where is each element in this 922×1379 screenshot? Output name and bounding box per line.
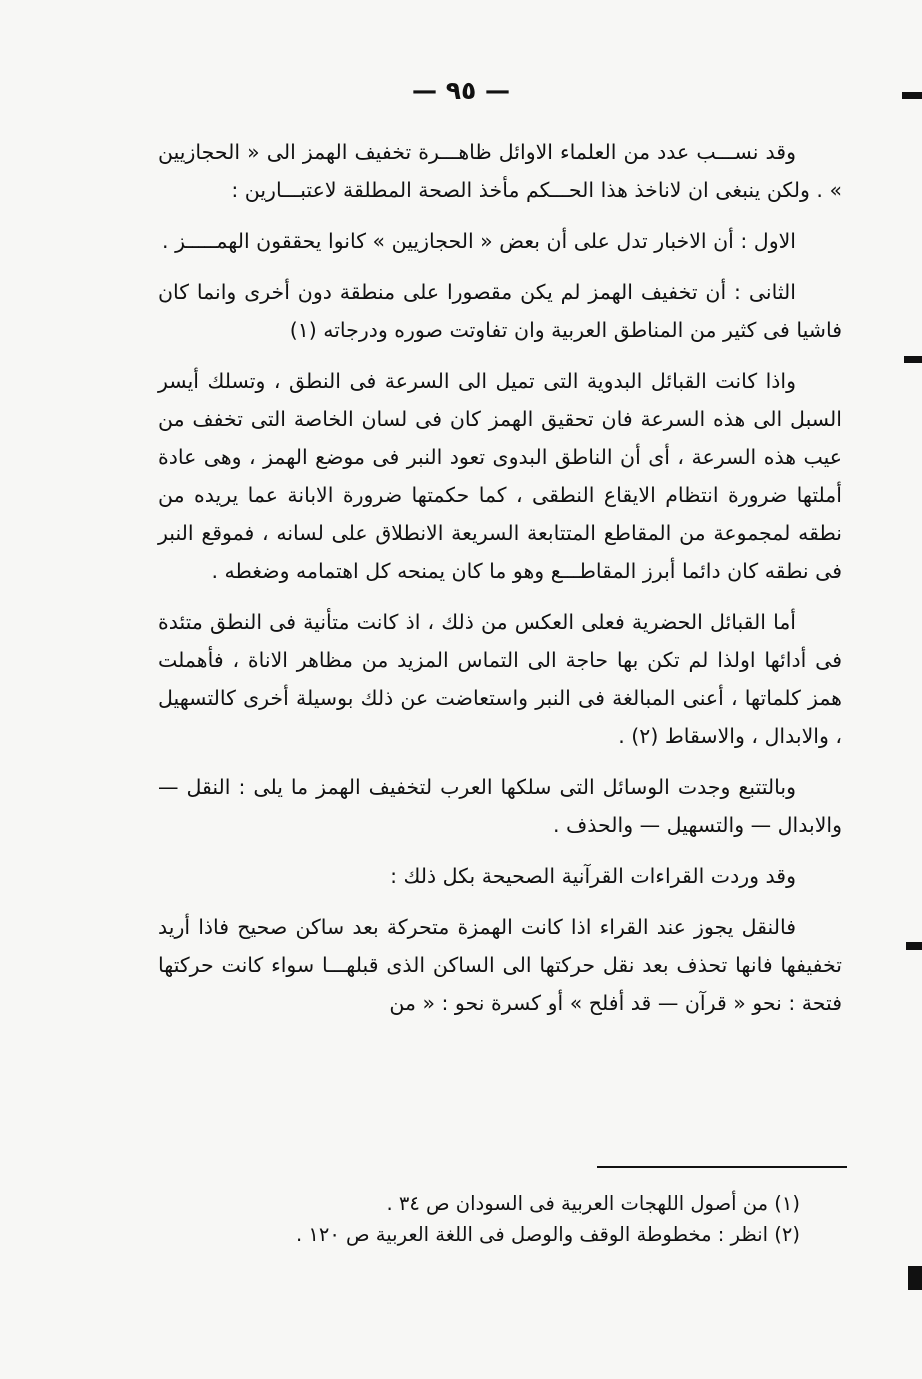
paragraph-2: الاول : أن الاخبار تدل على أن بعض « الحجازيين » كانوا يحققون الهمـــــز .	[162, 229, 796, 253]
paragraph-4: واذا كانت القبائل البدوية التى تميل الى السرعة فى النطق ، وتسلك أيسر السبل الى هذه السرعة فان تحقيق الهمز كان فى لسان الخاصة التى تخفف من عيب هذه السرعة ، أى أن الناطق البدوى تعود النبر فى موضع الهمز ، وهى عادة أملتها ضرورة انتظام الايقاع النطقى ، كما حكمتها ضرورة الابانة عما يريده من نطقه لمجموعة من المقاطع المتتابعة السريعة الانطلاق على لسانه ، فموقع النبر فى نطقه كان دائما أبرز المقاطـــع وهو ما كان يمنحه كل اهتمامه وضغطه .	[158, 369, 842, 583]
page-number: — ٩٥ —	[412, 76, 510, 105]
paragraph-1: وقد نســـب عدد من العلماء الاوائل ظاهـــرة تخفيف الهمز الى « الحجازيين » . ولكن ينبغى ان لاناخذ هذا الحـــكم مأخذ الصحة المطلقة لاعتبـــارين :	[158, 140, 842, 202]
scan-edge-mark	[904, 356, 922, 363]
paragraph-6: وبالتتبع وجدت الوسائل التى سلكها العرب لتخفيف الهمز ما يلى : النقل — والابدال — والتسهيل — والحذف .	[158, 775, 842, 837]
paragraph-5: أما القبائل الحضرية فعلى العكس من ذلك ، اذ كانت متأنية فى النطق متئدة فى أدائها اولذا لم تكن بها حاجة الى التماس المزيد من مظاهر الاناة ، فأهملت همز كلماتها ، أعنى المبالغة فى النبر واستعاضت عن ذلك بوسيلة أخرى كالتسهيل ، والابدال ، والاسقاط (٢) .	[158, 610, 842, 748]
scan-edge-mark	[906, 942, 922, 950]
body-text	[158, 133, 842, 1035]
paragraph-8: فالنقل يجوز عند القراء اذا كانت الهمزة متحركة بعد ساكن صحيح فاذا أريد تخفيفها فانها تحذف بعد نقل حركتها الى الساكن الذى قبلهـــا سواء كانت حركتها فتحة : نحو « قرآن — قد أفلح » أو كسرة نحو : « من	[158, 915, 842, 1015]
footnotes	[180, 1188, 800, 1250]
scan-edge-mark	[902, 92, 922, 99]
paragraph-7: وقد وردت القراءات القرآنية الصحيحة بكل ذلك :	[390, 864, 796, 888]
footnote-2: (٢) انظر : مخطوطة الوقف والوصل فى اللغة العربية ص ١٢٠ .	[296, 1223, 800, 1246]
footnote-1: (١) من أصول اللهجات العربية فى السودان ص ٣٤ .	[386, 1192, 800, 1215]
scan-edge-mark	[908, 1266, 922, 1290]
paragraph-3: الثانى : أن تخفيف الهمز لم يكن مقصورا على منطقة دون أخرى وانما كان فاشيا فى كثير من المناطق العربية وان تفاوتت صوره ودرجاته (١)	[158, 280, 842, 342]
footnote-divider	[597, 1166, 847, 1168]
